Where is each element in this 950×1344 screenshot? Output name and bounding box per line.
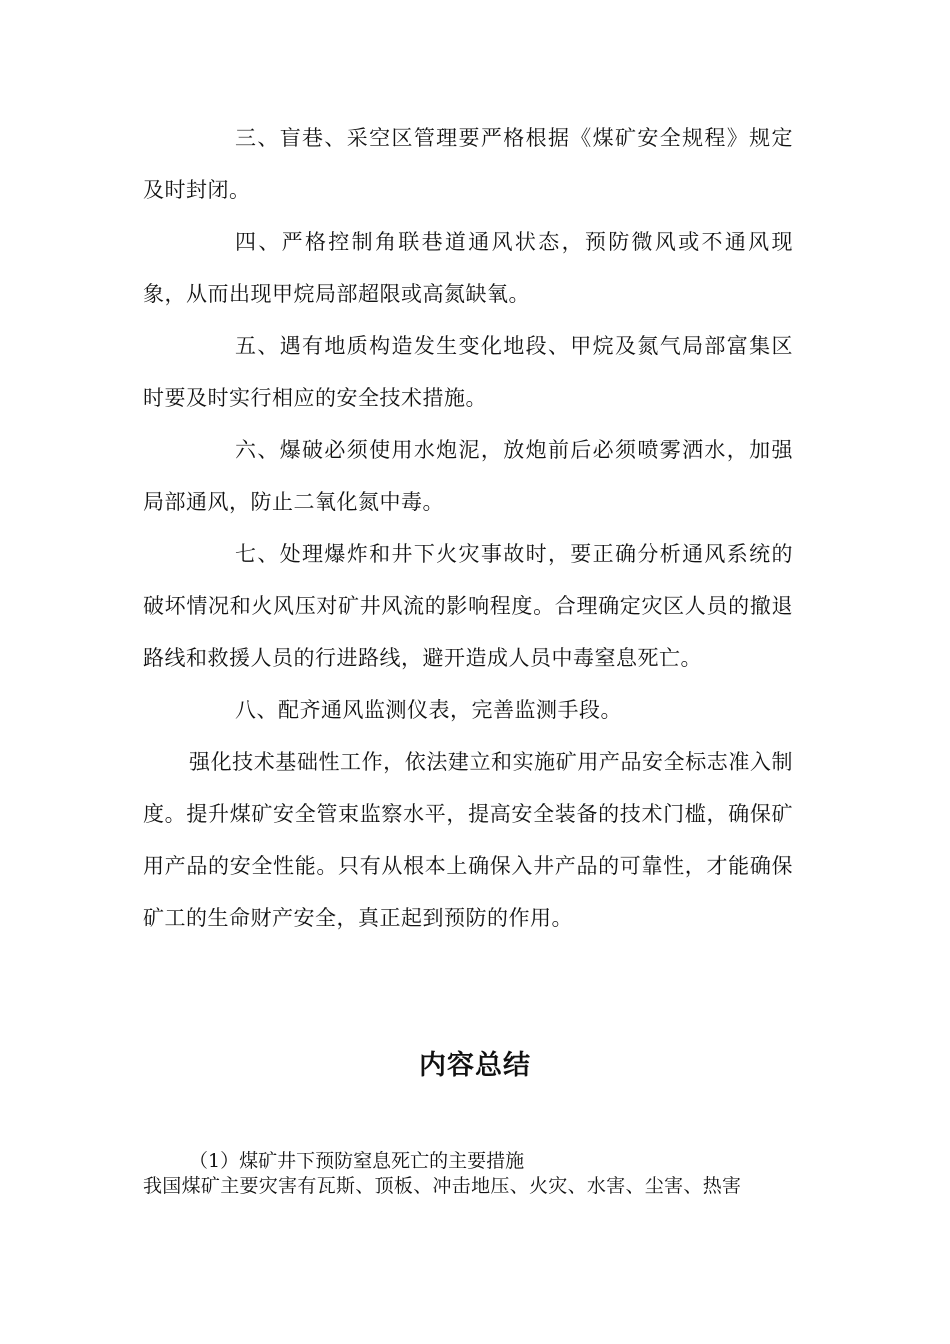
document-body [143, 112, 793, 944]
summary-text-line: 我国煤矿主要灾害有瓦斯、顶板、冲击地压、火灾、水害、尘害、热害 [143, 1175, 742, 1197]
summary-block [143, 1149, 793, 1199]
paragraph-item-3: 三、盲巷、采空区管理要严格根据《煤矿安全规程》规定及时封闭。 [143, 126, 793, 202]
paragraph-item-7: 七、处理爆炸和井下火灾事故时，要正确分析通风系统的破坏情况和火风压对矿井风流的影响程度。合理确定灾区人员的撤退路线和救援人员的行进路线，避开造成人员中毒窒息死亡。 [143, 542, 793, 670]
paragraph-item-8: 八、配齐通风监测仪表，完善监测手段。 [235, 698, 622, 722]
paragraph-item-4: 四、严格控制角联巷道通风状态，预防微风或不通风现象，从而出现甲烷局部超限或高氮缺氧。 [143, 230, 793, 306]
paragraph-item-6: 六、爆破必须使用水炮泥，放炮前后必须喷雾洒水，加强局部通风，防止二氧化氮中毒。 [143, 438, 793, 514]
summary-title: 内容总结 [419, 1050, 531, 1081]
summary-subtitle: （1）煤矿井下预防窒息死亡的主要措施 [189, 1150, 525, 1172]
paragraph-technical-foundation: 强化技术基础性工作，依法建立和实施矿用产品安全标志准入制度。提升煤矿安全管束监察水平，提高安全装备的技术门槛，确保矿用产品的安全性能。只有从根本上确保入井产品的可靠性，才能确保矿工的生命财产安全，真正起到预防的作用。 [143, 750, 793, 930]
paragraph-item-5: 五、遇有地质构造发生变化地段、甲烷及氮气局部富集区时要及时实行相应的安全技术措施。 [143, 334, 793, 410]
